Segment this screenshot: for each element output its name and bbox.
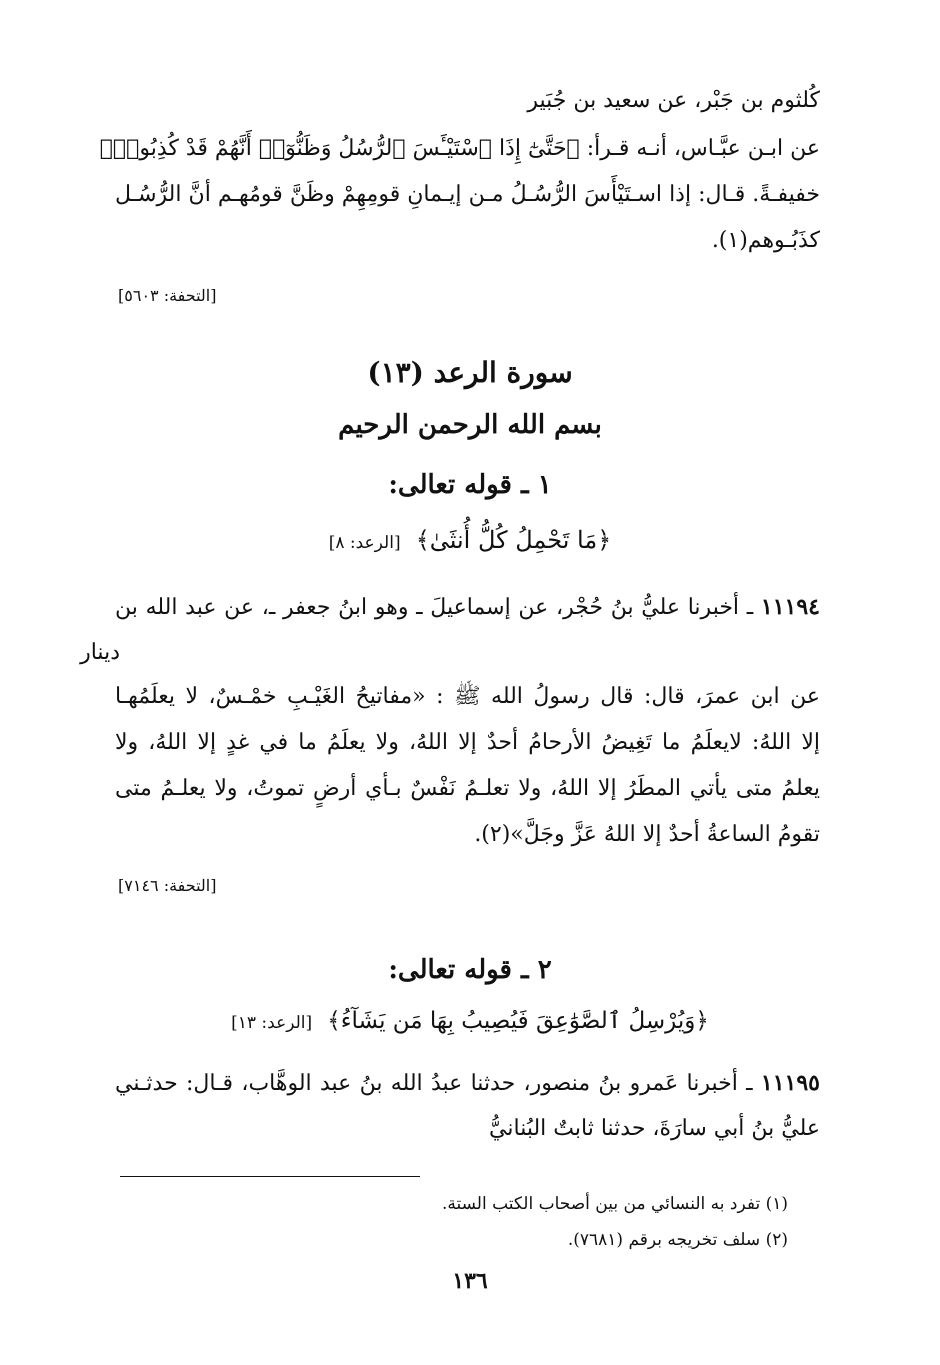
section-heading: ٢ ـ قوله تعالى: — [388, 955, 552, 985]
text-line: كذَبُـوهم(١). — [711, 228, 820, 253]
hadith-number: ١١١٩٥ — [760, 1070, 820, 1096]
quran-verse: ﴿وَيُرْسِلُ ٱلصَّوَٰعِقَ فَيُصِيبُ بِهَا مَن يَشَآءُ﴾ — [327, 1008, 709, 1034]
text-line: عن ابـن عبَّـاس، أنـه قـرأ: ﴿حَتَّىٰٓ إِذَا ٱسْتَيْـَٔسَ ٱلرُّسُلُ وَظَنُّوٓا۟ أَنَّهُمْ قَدْ كُذِبُوا۟﴾ — [99, 136, 820, 161]
hadith-text-top — [99, 136, 820, 276]
footnote: (١) تفرد به النسائي من بين أصحاب الكتب الستة. — [441, 1194, 788, 1214]
text-line: تقومُ الساعةُ أحدٌ إلا اللهُ عَزَّ وجَلَّ»(٢). — [474, 822, 820, 847]
section-heading: ١ ـ قوله تعالى: — [388, 470, 552, 500]
footnote-separator — [120, 1176, 420, 1177]
text-line: إلا اللهُ: لايعلَمُ ما تَغِيضُ الأرحامُ أحدٌ إلا اللهُ، ولا يعلَمُ ما في غدٍ إلا اللهُ، ولا — [115, 730, 820, 755]
verse-reference: [الرعد: ٨] — [328, 533, 401, 553]
hadith-number: ١١١٩٤ — [760, 594, 820, 620]
isnad-text: ـ أخبرنا عليُّ بنُ حُجْر، عن إسماعيلَ ـ وهو ابنُ جعفر ـ، عن عبد الله بن — [115, 595, 754, 620]
hadith-matn — [115, 686, 820, 870]
tuhfa-reference: [التحفة: ٧١٤٦] — [118, 876, 217, 895]
text-line: يعلمُ متى يأتي المطَرُ إلا اللهُ، ولا تعلـمُ نَفْسٌ بـأي أرضٍ تموتُ، ولا يعلـمُ متى — [115, 776, 820, 801]
page-number: ١٣٦ — [452, 1268, 488, 1294]
text-line: عن ابن عمرَ، قال: قال رسولُ الله ﷺ : «مفاتيحُ الغَيْـبِ خمْـسٌ، لا يعلَمُهـا — [115, 684, 820, 709]
footnote: (٢) سلف تخريجه برقم (٧٦٨١). — [567, 1230, 788, 1250]
isnad-text: عليُّ بنُ أبي سارَةَ، حدثنا ثابتٌ البُنانيُّ — [489, 1116, 820, 1141]
quran-verse: ﴿مَا تَحْمِلُ كُلُّ أُنثَىٰ﴾ — [415, 526, 612, 554]
surah-title: سورة الرعد (١٣) — [367, 356, 573, 389]
tuhfa-reference: [التحفة: ٥٦٠٣] — [118, 286, 217, 305]
hadith-isnad — [115, 1070, 820, 1096]
hadith-isnad — [115, 594, 820, 620]
verse-line — [0, 1008, 940, 1034]
verse-reference: [الرعد: ١٣] — [231, 1013, 313, 1033]
isnad-text: ـ أخبرنا عَمرو بنُ منصور، حدثنا عبدُ الله بنُ عبد الوهَّاب، قـال: حدثـني — [115, 1071, 753, 1096]
text-line: خفيفـةً. قـال: إذا اسـتَيْأَسَ الرُّسُـلُ مـن إيـمانِ قومِهِمْ وظَنَّ قومُهـم أنَّ الرُّسُـل — [115, 182, 820, 207]
verse-line — [0, 526, 940, 554]
isnad-continuation: كُلثوم بن جَبْر، عن سعيد بن جُبَير — [527, 88, 820, 113]
isnad-text-end: دينار — [80, 640, 120, 665]
basmala: بسم الله الرحمن الرحيم — [338, 410, 602, 440]
